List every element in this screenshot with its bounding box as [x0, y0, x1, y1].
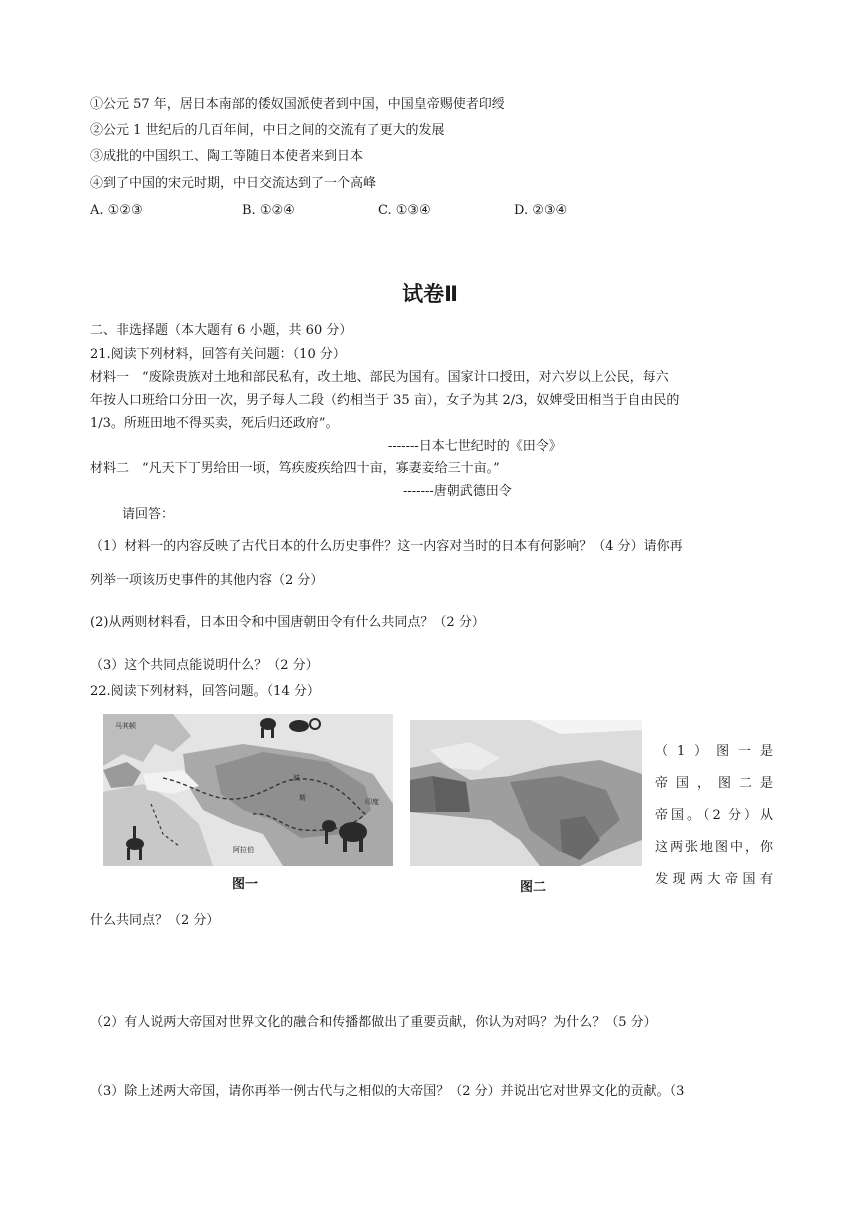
- q21-stem: 21.阅读下列材料，回答有关问题：（10 分）: [90, 347, 346, 362]
- figure-1-svg: [103, 714, 393, 866]
- q21-material1-line1: 材料一 “废除贵族对土地和部民私有，改土地、部民为国有。国家计口授田，对六岁以上公民，每六: [90, 370, 669, 385]
- figure-2-svg: [410, 720, 642, 866]
- q21-material2-source: -------唐朝武德田令: [403, 484, 512, 499]
- q22-subq2: （2）有人说两大帝国对世界文化的融合和传播都做出了重要贡献，你认为对吗？为什么？（5 分）: [90, 1015, 657, 1030]
- fig1-label-persia-2: 斯: [299, 794, 306, 802]
- q22-stem: 22.阅读下列材料，回答问题。（14 分）: [90, 684, 320, 699]
- option-d: D. ②③④: [514, 203, 568, 218]
- q22-side-line5: 发现两大帝国有: [655, 872, 773, 887]
- statement-1: ①公元 57 年，居日本南部的倭奴国派使者到中国，中国皇帝赐使者印绶: [90, 97, 505, 112]
- q21-subq1-line1: （1）材料一的内容反映了古代日本的什么历史事件？这一内容对当时的日本有何影响？（4 分）请你再: [90, 539, 683, 554]
- statement-4: ④到了中国的宋元时期，中日交流达到了一个高峰: [90, 176, 377, 191]
- paper-title: 试卷Ⅱ: [402, 282, 458, 306]
- q22-side-line4: 这两张地图中，你: [655, 840, 773, 855]
- statement-3: ③成批的中国织工、陶工等随日本使者来到日本: [90, 149, 364, 164]
- q22-subq3: （3）除上述两大帝国，请你再举一例古代与之相似的大帝国？（2 分）并说出它对世界文化的贡献。（3: [90, 1084, 685, 1099]
- fig1-label-persia-1: 波: [293, 774, 300, 782]
- fig1-label-macedonia: 马其顿: [115, 722, 136, 730]
- fig1-label-arabia: 阿拉伯: [233, 846, 254, 854]
- q21-subq3: （3）这个共同点能说明什么？（2 分）: [90, 658, 319, 673]
- option-b: B. ①②④: [242, 203, 295, 218]
- q21-subq1-line2: 列举一项该历史事件的其他内容（2 分）: [90, 573, 324, 588]
- figure-1-caption: 图一: [232, 877, 259, 892]
- figure-2-caption: 图二: [520, 880, 547, 895]
- q21-material2: 材料二 “凡天下丁男给田一顷，笃疾废疾给四十亩，寡妻妾给三十亩。”: [90, 461, 500, 476]
- q22-side-line2: 帝国，图二是: [655, 776, 773, 791]
- q21-prompt: 请回答：: [122, 507, 175, 522]
- option-a: A. ①②③: [90, 203, 143, 218]
- q21-material1-line3: 1/3。所班田地不得买卖，死后归还政府”。: [90, 416, 339, 431]
- q21-subq2: (2)从两则材料看，日本田令和中国唐朝田令有什么共同点？（2 分）: [90, 615, 485, 630]
- option-c: C. ①③④: [378, 203, 431, 218]
- q21-material1-line2: 年按人口班给口分田一次，男子每人二段（约相当于 35 亩），女子为其 2/3，奴婢受田相当于自由民的: [90, 393, 680, 408]
- fig1-label-india: 印度: [365, 798, 379, 806]
- figure-2-map: [410, 720, 642, 866]
- figure-1-map: [103, 714, 393, 866]
- q22-subq1-tail: 什么共同点？（2 分）: [90, 913, 220, 928]
- statement-2: ②公元 1 世纪后的几百年间，中日之间的交流有了更大的发展: [90, 123, 445, 138]
- q22-side-line1: （1）图一是: [655, 744, 773, 759]
- q22-side-line3: 帝国。（2 分）从: [655, 808, 773, 823]
- q21-material1-source: -------日本七世纪时的《田令》: [388, 439, 562, 454]
- section-header: 二、非选择题（本大题有 6 小题，共 60 分）: [90, 323, 353, 338]
